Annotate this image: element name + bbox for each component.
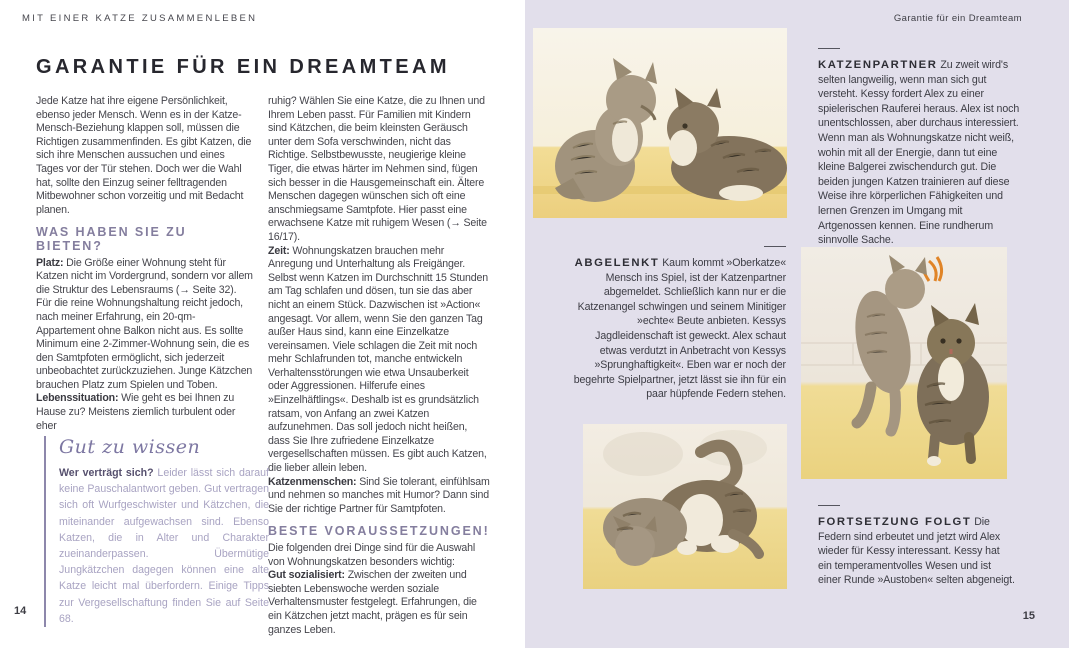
infobox-gut-zu-wissen: [44, 436, 269, 627]
text-column-1: [36, 95, 254, 433]
zeit-text: Wohnungskatzen brauchen mehr Anregung und Unterhaltung als Freigänger. Selbst wenn Katzen im Durchschnitt 15 Stunden am Tag schlafen und dösen, tun sie das aber nicht an einem Stück. Dazwischen ist »Action« angesagt. Vor allem, wenn Sie den ganzen Tag außer Haus sind, kann eine Einzelkatze vereinsamen. Viele schlagen die Zeit mit noch mehr Schlafrunden tot, manche entwickeln Verhaltensstörungen wie etwa Unsauberkeit oder Aggressionen. Hilferufe eines »Einzelhäftlings«. Deshalb ist es grundsätzlich ratsam, von Anfang an zwei Katzen aufzunehmen. Das soll jedoch nicht heißen, dass Sie Ihre zufriedene Einzelkatze vergesellschaften müssen. Es gibt auch Katzen, die lieber allein leben.: [268, 244, 488, 475]
section-heading-bieten: WAS HABEN SIE ZU BIETEN?: [36, 225, 187, 253]
page-left: [0, 0, 525, 648]
lebenssituation-lead: Lebenssituation:: [36, 392, 119, 405]
caption-rule: [818, 48, 840, 49]
zeit-lead: Zeit:: [268, 244, 290, 257]
caption-katzenpartner-text: Zu zweit wird's selten langweilig, wenn man sich gut versteht. Kessy fordert Alex zu einer spielerischen Rauferei heraus. Alex ist noch unentschlossen, aber durchaus interessiert. Wenn man als Wohnungskatze nicht weiß, wohin mit all der Energie, dann tut eine kleine Balgerei zwischendurch gut. Die beiden jungen Katzen trainieren auf diese Weise ihre körperlichen Fähigkeiten und lernen Grenzen im Umgang mit Artgenossen kennen. Eine rundherum sinnvolle Sache.: [818, 59, 1020, 247]
platz-paragraph: [36, 257, 254, 393]
infobox-lead: Wer verträgt sich?: [59, 467, 154, 479]
caption-katzenpartner: [818, 48, 1020, 248]
caption-katzenpartner-lead: KATZENPARTNER: [818, 59, 938, 71]
text-column-2: [268, 95, 491, 637]
infobox-text: Leider lässt sich darauf keine Pauschalantwort geben. Gut vertragen sich oft Wurfgeschwister und Kätzchen, die miteinander aufgewachsen sind. Ebenso Katzen, die in Alter und Charakter zueinanderpassen. Übermütige Jungkätzchen dagegen können eine alte Katze leicht mal überfordern. Einige Tipps zur Vergesellschaftung finden Sie auf Seite 68.: [59, 467, 269, 625]
caption-abgelenkt: [570, 246, 786, 402]
lebenssituation-text: Wie geht es bei Ihnen zu Hause zu? Meistens ziemlich turbulent oder eher: [36, 392, 236, 432]
running-head-right: Garantie für ein Dreamteam: [893, 13, 1022, 24]
caption-fortsetzung-text: Die Federn sind erbeutet und jetzt wird Alex wieder für Kessy interessant. Kessy hat ein temperamentvolles Wesen und ist einer Runde »Austoben« selten abgeneigt.: [818, 516, 1015, 587]
zeit-paragraph: [268, 245, 491, 476]
page-title: GARANTIE FÜR EIN DREAMTEAM: [36, 56, 450, 78]
caption-abgelenkt-text: Kaum kommt »Oberkatze« Mensch ins Spiel, ist der Katzenpartner abgemeldet. Schließlich kann nur er die Katzenangel schwingen und seinem Minitiger »echte« Beute anbieten. Kessys Jagdleidenschaft ist geweckt. Alex schaut etwas verdutzt in Anbetracht von Kessys »Sprunghaftigkeit«. Eben war er noch der begehrte Spielpartner, jetzt lässt sie ihn für ein paar hüpfende Federn stehen.: [573, 257, 786, 401]
page-number-left: 14: [14, 605, 27, 617]
column2-continuation: ruhig? Wählen Sie eine Katze, die zu Ihnen und Ihrem Leben passt. Für Familien mit Kindern sind Kätzchen, die beim kleinsten Geräusch unter dem Sofa verschwinden, nicht das Richtige. Selbstbewusste, neugierige kleine Tiger, die etwas härter im Nehmen sind, fügen sich besser in die Hausgemeinschaft ein. Ältere Menschen dagegen wünschen sich oft eine anschmiegsame Samtpfote. Hier passt eine erwachsene Katze mit ruhigem Wesen (→ Seite 16/17).: [268, 95, 487, 243]
lebenssituation-paragraph: [36, 392, 254, 433]
running-head-left: MIT EINER KATZE ZUSAMMENLEBEN: [22, 13, 258, 24]
infobox-title: Gut zu wissen: [59, 436, 201, 458]
intro-paragraph: Jede Katze hat ihre eigene Persönlichkeit, ebenso jeder Mensch. Wenn es in der Katze-Mensch-Beziehung klappen soll, müssen die Richtigen zusammenfinden. Es gibt Katzen, die sich ihre Menschen aussuchen und eines Tages vor der Tür stehen. Doch wer die Wahl hat, sollte den Einzug seiner felltragenden Mitbewohner schon vorzeitig und mit Bedacht planen.: [36, 95, 252, 216]
platz-text: Die Größe einer Wohnung steht für Katzen nicht im Vordergrund, sondern vor allem die Struktur des Lebensraums (→ Seite 32). Für die reine Wohnungshaltung reicht jedoch, nach meiner Erfahrung, ein 20-qm-Appartement ohne Balkon nicht aus. Es sollte Minimum eine 2-Zimmer-Wohnung sein, die es den Samtpfoten ermöglicht, sich jederzeit unbeobachtet zurückzuziehen. Junge Kätzchen brauchen Platz zum Spielen und Toben.: [36, 256, 253, 391]
katzenmenschen-text: Sind Sie tolerant, einfühlsam und nehmen so manches mit Humor? Dann sind Sie der richtige Partner für Samtpfoten.: [268, 475, 490, 515]
caption-fortsetzung: [818, 505, 1016, 588]
page-right: [525, 0, 1069, 648]
jumping-cat-photo: [801, 247, 1007, 479]
section-heading-voraussetzungen: BESTE VORAUSSETZUNGEN!: [268, 524, 490, 539]
wrestling-cats-photo-illustration: [583, 424, 787, 589]
playfight-photo: [533, 28, 787, 218]
playfight-photo-illustration: [533, 28, 787, 218]
wrestling-cats-photo: [583, 424, 787, 589]
jumping-cat-photo-illustration: [801, 247, 1007, 479]
sozialisiert-lead: Gut sozialisiert:: [268, 569, 345, 582]
katzenmenschen-lead: Katzenmenschen:: [268, 475, 357, 488]
caption-abgelenkt-lead: ABGELENKT: [574, 257, 660, 269]
katzenmenschen-paragraph: [268, 476, 491, 517]
sozialisiert-paragraph: [268, 569, 491, 637]
caption-fortsetzung-lead: FORTSETZUNG FOLGT: [818, 516, 972, 528]
infobox-body: [59, 465, 269, 627]
page-number-right: 15: [1022, 610, 1035, 622]
sozialisiert-text: Zwischen der zweiten und siebten Lebenswoche werden soziale Verhaltensmuster festgelegt. Erfahrungen, die ein Kätzchen jetzt macht, prägen es für sein ganzes Leben.: [268, 569, 477, 636]
platz-lead: Platz:: [36, 256, 64, 269]
caption-rule: [764, 246, 786, 247]
caption-rule: [818, 505, 840, 506]
voraussetzungen-intro: Die folgenden drei Dinge sind für die Auswahl von Wohnungskatzen besonders wichtig:: [268, 542, 476, 568]
